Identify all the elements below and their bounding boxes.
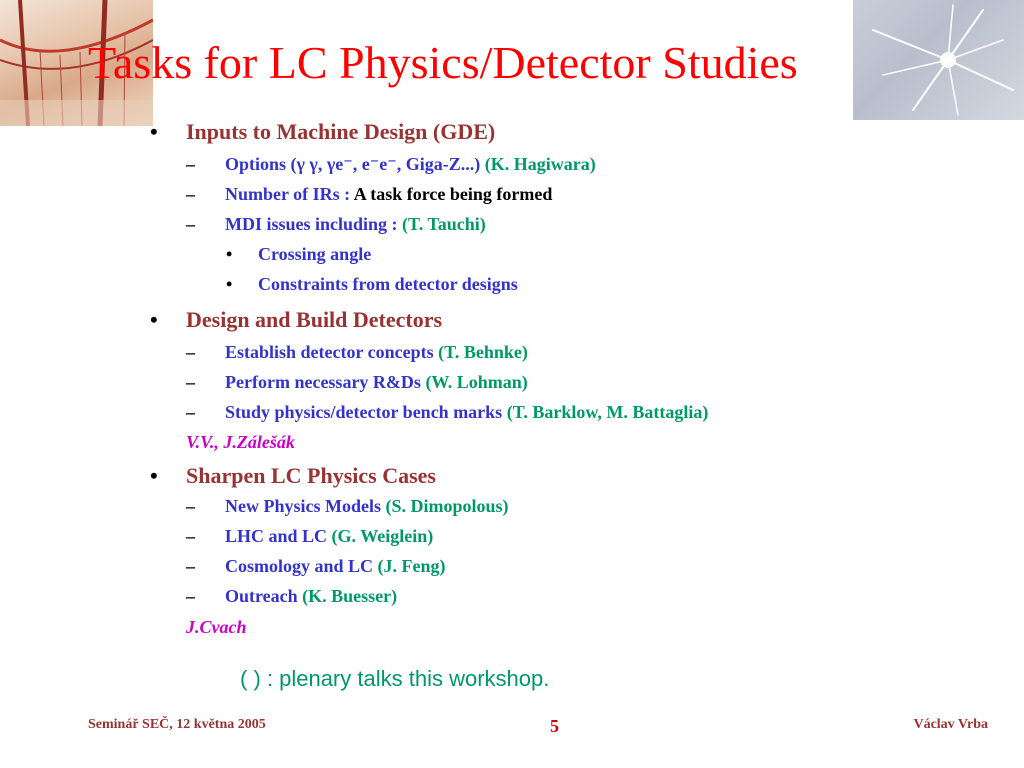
item-label: Outreach [225,586,298,606]
starburst-image [853,0,1024,120]
item-label: MDI issues including : [225,214,398,234]
responsible-persons: J.Cvach [186,617,247,637]
item-credit: (K. Buesser) [302,586,398,606]
item-label: Number of IRs : [225,184,351,204]
list-item [225,403,708,421]
list-item [225,215,486,233]
item-credit: (G. Weiglein) [331,526,434,546]
list-item [225,497,509,515]
item-label: Establish detector concepts [225,342,434,362]
bullet-icon: • [150,307,158,332]
item-credit: (K. Hagiwara) [484,154,596,174]
dash-icon: – [186,402,195,422]
bullet-icon: • [150,463,158,488]
list-item [225,587,397,605]
item-credit: (S. Dimopolous) [385,496,509,516]
list-item [225,155,596,173]
list-item [225,557,446,575]
item-label: LHC and LC [225,526,328,546]
item-credit: (T. Tauchi) [402,214,486,234]
page-number: 5 [550,716,559,736]
bullet-icon: • [226,274,233,294]
sub-list-item: Constraints from detector designs [258,274,518,294]
item-label: Cosmology and LC [225,556,374,576]
item-credit: (J. Feng) [377,556,446,576]
section-heading: Sharpen LC Physics Cases [186,463,436,488]
item-extra: A task force being formed [353,184,553,204]
dash-icon: – [186,184,195,204]
item-credit: (W. Lohman) [425,372,528,392]
slide-title: Tasks for LC Physics/Detector Studies [88,37,798,88]
dash-icon: – [186,526,195,546]
dash-icon: – [186,496,195,516]
bullet-icon: • [150,119,158,144]
item-label: Study physics/detector bench marks [225,402,503,422]
section-heading: Design and Build Detectors [186,307,443,332]
list-item [225,527,433,545]
item-label: Options (γ γ, γe⁻, e⁻e⁻, Giga-Z...) [225,154,481,174]
footer-author: Václav Vrba [913,717,988,732]
list-item [225,185,552,203]
item-label: Perform necessary R&Ds [225,372,421,392]
item-credit: (T. Behnke) [438,342,528,362]
section-heading: Inputs to Machine Design (GDE) [186,119,496,144]
dash-icon: – [186,214,195,234]
dash-icon: – [186,342,195,362]
list-item [225,343,528,361]
list-item [225,373,528,391]
sub-list-item: Crossing angle [258,244,372,264]
item-credit: (T. Barklow, M. Battaglia) [506,402,709,422]
dash-icon: – [186,586,195,606]
bullet-icon: • [226,244,233,264]
item-label: New Physics Models [225,496,381,516]
dash-icon: – [186,372,195,392]
dash-icon: – [186,556,195,576]
dash-icon: – [186,154,195,174]
responsible-persons: V.V., J.Zálešák [186,432,295,452]
plenary-note: ( ) : plenary talks this workshop. [240,666,550,691]
footer-seminar: Seminář SEČ, 12 května 2005 [88,717,266,732]
